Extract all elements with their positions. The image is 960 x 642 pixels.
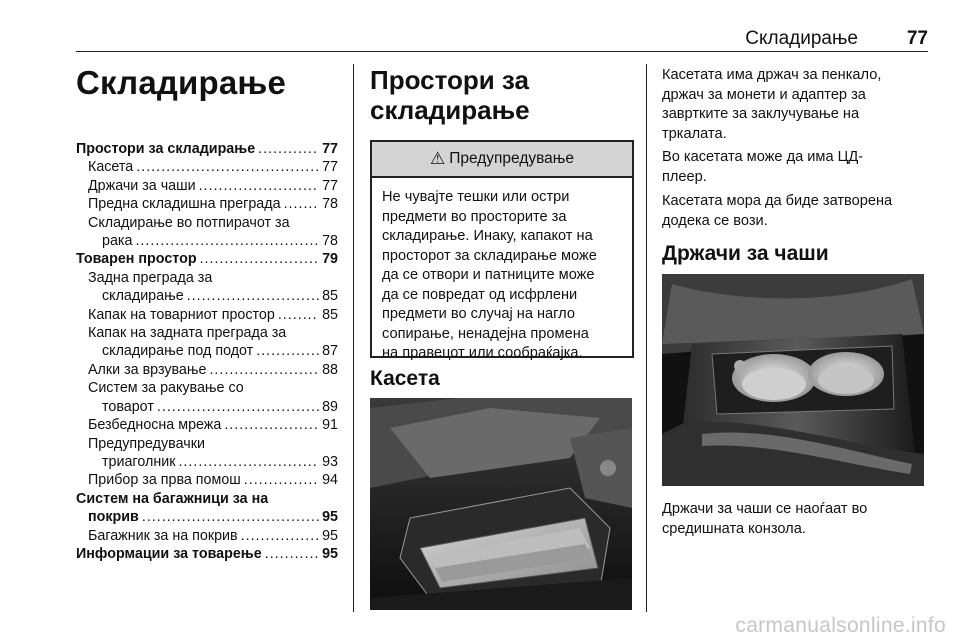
toc-leader-dots <box>278 306 319 324</box>
section-title <box>370 65 640 125</box>
glovebox-illustration <box>370 398 632 610</box>
toc-leader-dots <box>284 195 320 213</box>
toc-entry <box>76 379 338 397</box>
toc-page-number: 95 <box>322 509 338 526</box>
toc-page-number: 95 <box>322 527 338 544</box>
toc-page-number: 87 <box>322 343 338 360</box>
toc-entry <box>76 527 338 545</box>
warning-line: Не чувајте тешки или остри <box>382 189 570 205</box>
paragraph-cd-player <box>662 148 924 187</box>
toc-leader-dots <box>200 250 320 268</box>
toc-entry <box>76 287 338 305</box>
toc-label: Товарен простор <box>76 251 197 268</box>
text-line: Држачи за чаши се наоѓаат во <box>662 501 868 517</box>
toc-label: складирање под подот <box>102 343 254 360</box>
warning-line: предмети во случај на нагло <box>382 306 575 322</box>
toc-page-number: 77 <box>322 177 338 194</box>
toc-entry <box>76 250 338 268</box>
running-header <box>76 28 928 48</box>
text-line: завртките за заклучување на <box>662 106 860 122</box>
toc-entry <box>76 453 338 471</box>
toc-page-number: 79 <box>322 251 338 268</box>
section-title-line: Простори за <box>370 65 529 95</box>
toc-entry <box>76 306 338 324</box>
toc-entry <box>76 398 338 416</box>
toc-label: Складирање во потпирачот за <box>88 214 290 231</box>
toc-entry <box>76 232 338 250</box>
toc-leader-dots <box>136 158 319 176</box>
toc-label: Систем на багажници за на <box>76 490 269 507</box>
toc-label: Капак на товарниот простор <box>88 306 275 323</box>
header-rule <box>76 51 928 52</box>
toc-label: Безбедносна мрежа <box>88 417 222 434</box>
toc-page-number: 93 <box>322 453 338 470</box>
toc-label: Информации за товарење <box>76 545 262 562</box>
toc-leader-dots <box>265 545 319 563</box>
toc-page-number: 85 <box>322 306 338 323</box>
toc-label: Предупредувачки <box>88 435 205 452</box>
text-line: Во касетата може да има ЦД- <box>662 149 864 165</box>
toc-page-number: 85 <box>322 288 338 305</box>
toc-label: товарот <box>102 398 154 415</box>
toc-entry <box>76 177 338 195</box>
toc-entry <box>76 324 338 342</box>
toc-label: Алки за врзување <box>88 361 207 378</box>
toc-page-number: 91 <box>322 417 338 434</box>
toc-page-number: 77 <box>322 159 338 176</box>
warning-line: да се повредат од исфрлени <box>382 286 578 303</box>
toc-label: Задна преграда за <box>88 269 213 286</box>
toc-entry <box>76 140 338 158</box>
toc-page-number: 88 <box>322 361 338 378</box>
toc-leader-dots <box>209 361 319 379</box>
cupholders-caption <box>662 500 924 539</box>
warning-line: на правецот или сообраќајка. <box>382 345 583 361</box>
toc-leader-dots <box>258 140 319 158</box>
toc-page-number: 94 <box>322 472 338 489</box>
warning-text <box>372 178 632 364</box>
toc-leader-dots <box>135 232 319 250</box>
header-title: Складирање <box>745 28 858 49</box>
text-line: тркалата. <box>662 125 727 142</box>
toc-leader-dots <box>199 177 320 195</box>
toc-entry <box>76 158 338 176</box>
paragraph-glovebox-contents <box>662 66 924 144</box>
toc-label: триаголник <box>102 453 176 470</box>
toc-leader-dots <box>244 471 319 489</box>
toc-entry <box>76 508 338 526</box>
text-line: средишната конзола. <box>662 520 806 537</box>
text-line: додека се вози. <box>662 212 768 229</box>
text-line: држач за монети и адаптер за <box>662 86 866 103</box>
toc-entry <box>76 545 338 563</box>
toc-leader-dots <box>157 398 319 416</box>
toc-page-number: 89 <box>322 398 338 415</box>
toc-page-number: 77 <box>322 141 338 157</box>
toc-page-number: 95 <box>322 545 338 562</box>
toc-leader-dots <box>142 508 319 526</box>
toc-entry <box>76 342 338 360</box>
toc-entry <box>76 269 338 287</box>
chapter-title: Складирање <box>76 64 287 101</box>
toc-leader-dots <box>241 527 319 545</box>
toc-entry <box>76 214 338 232</box>
header-page-number: 77 <box>906 28 928 49</box>
toc-entry <box>76 490 338 508</box>
toc-label: складирање <box>102 288 184 305</box>
toc-entry <box>76 435 338 453</box>
toc-page-number: 78 <box>322 196 338 213</box>
kaseta-heading: Касета <box>370 367 440 390</box>
toc-leader-dots <box>178 453 319 471</box>
warning-triangle-icon: ⚠ <box>429 149 446 168</box>
toc-entry <box>76 471 338 489</box>
table-of-contents <box>76 140 338 563</box>
warning-line: предмети во просторите за <box>382 208 567 225</box>
toc-entry <box>76 361 338 379</box>
toc-label: Простори за складирање <box>76 141 256 157</box>
toc-label: Капак на задната преграда за <box>88 325 287 342</box>
cupholders-illustration <box>662 274 924 486</box>
toc-entry <box>76 195 338 213</box>
warning-line: просторот за складирање може <box>382 247 597 264</box>
watermark: carmanualsonline.info <box>735 614 946 637</box>
warning-title: Предупредување <box>449 150 575 167</box>
warning-header <box>372 142 632 178</box>
toc-entry <box>76 416 338 434</box>
text-line: Касетата мора да биде затворена <box>662 193 893 209</box>
warning-line: складирање. Инаку, капакот на <box>382 228 593 244</box>
warning-line: сопирање, ненадејна промена <box>382 325 589 342</box>
toc-leader-dots <box>256 342 319 360</box>
toc-leader-dots <box>187 287 319 305</box>
cupholders-heading: Држачи за чаши <box>662 242 829 265</box>
toc-label: Систем за ракување со <box>88 380 244 397</box>
toc-label: покрив <box>88 509 139 526</box>
text-line: плеер. <box>662 168 707 185</box>
warning-box <box>370 140 634 361</box>
column-separator-1 <box>353 64 354 612</box>
column-separator-2 <box>646 64 647 612</box>
toc-label: Багажник за на покрив <box>88 527 238 544</box>
toc-label: Предна складишна преграда <box>88 196 281 213</box>
toc-leader-dots <box>224 416 319 434</box>
warning-line: да се отвори и патниците може <box>382 267 595 283</box>
toc-label: Прибор за прва помош <box>88 472 241 489</box>
text-line: Касетата има држач за пенкало, <box>662 67 882 83</box>
toc-page-number: 78 <box>322 233 338 250</box>
section-title-line: складирање <box>370 95 530 125</box>
toc-label: рака <box>102 233 133 250</box>
toc-label: Касета <box>88 159 134 176</box>
paragraph-glovebox-closed <box>662 192 924 231</box>
toc-label: Држачи за чаши <box>88 177 196 194</box>
